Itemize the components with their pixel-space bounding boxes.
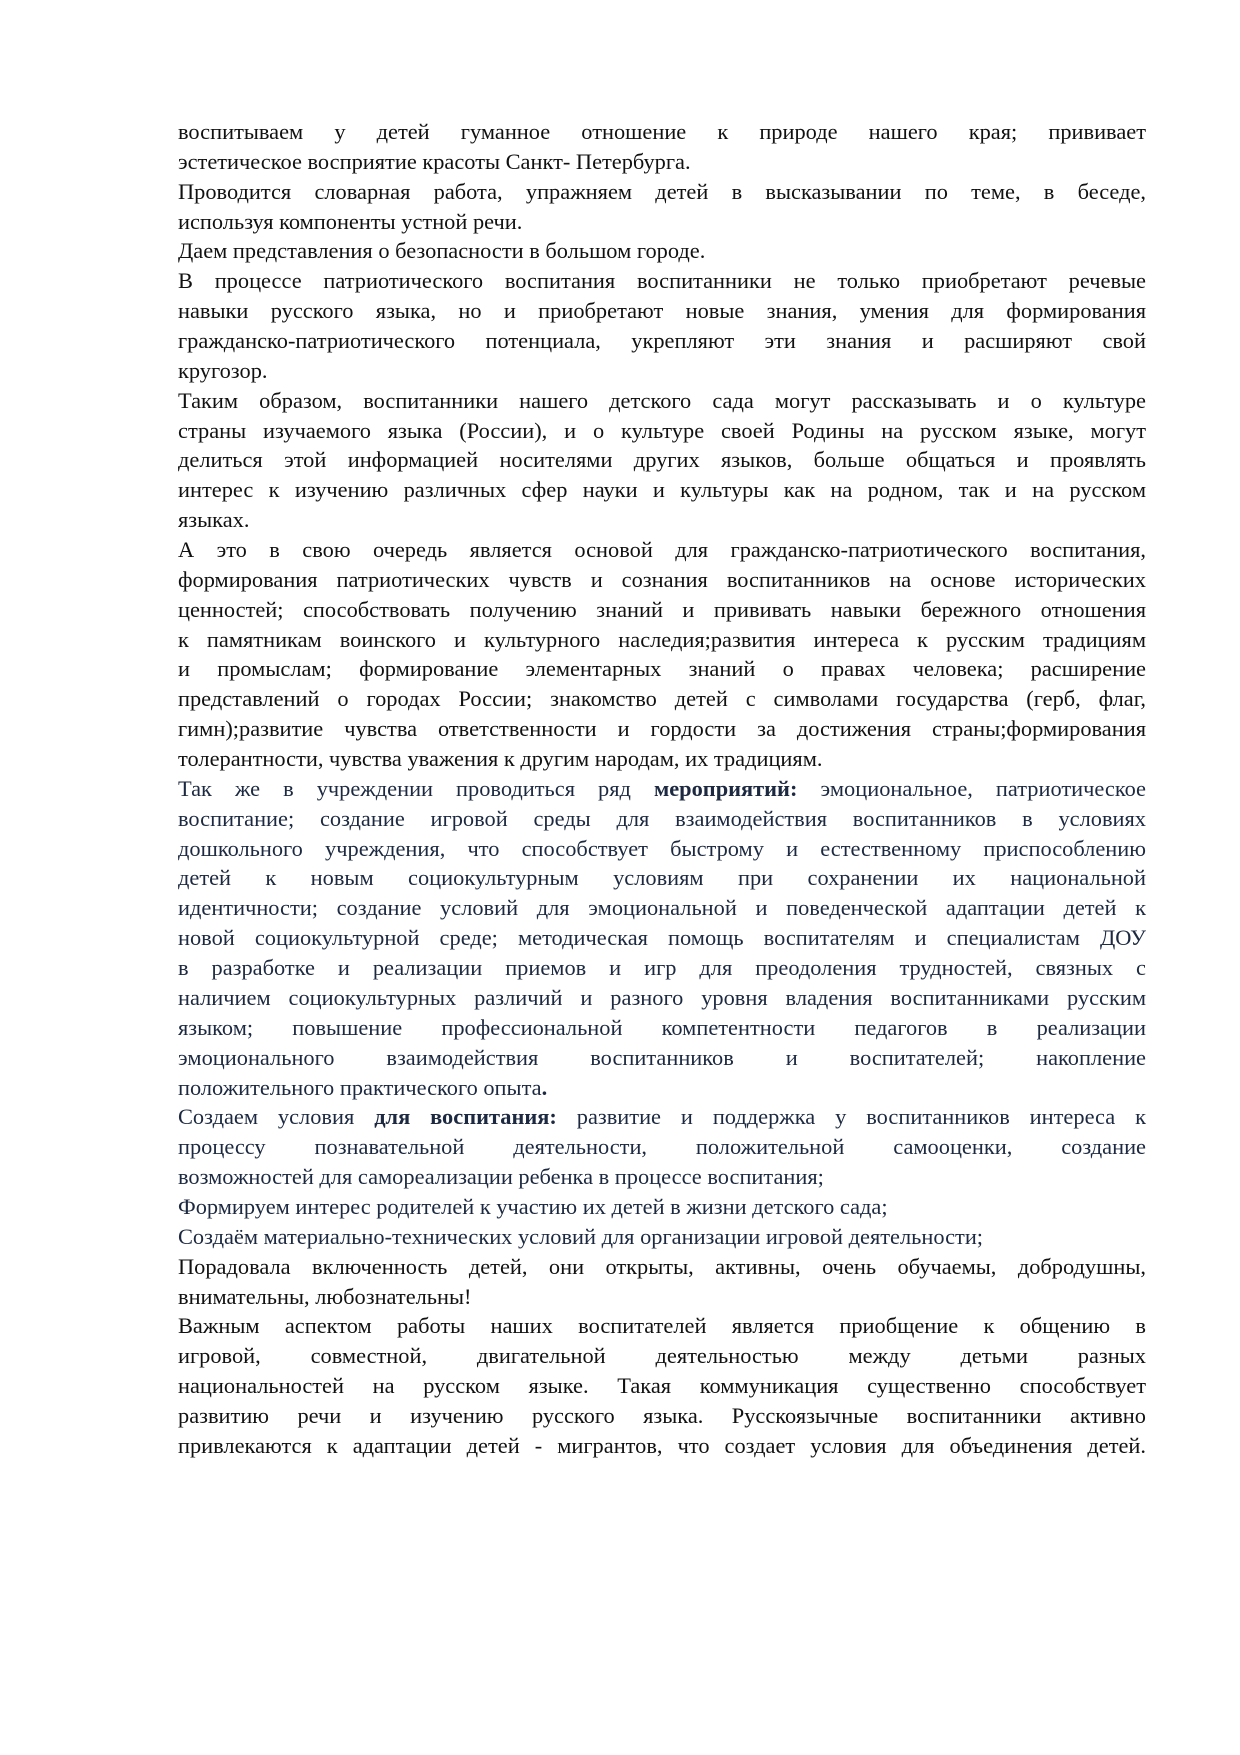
- text-line: [178, 953, 1146, 983]
- text-line: [178, 1401, 1146, 1431]
- paragraph: [178, 535, 1146, 774]
- line-text: Создаем условия: [178, 1104, 375, 1130]
- text-line: [178, 1132, 1146, 1162]
- line-text: Проводится словарная работа, упражняем детей в высказывании по теме, в беседе,: [178, 178, 1146, 204]
- document-body: [178, 117, 1146, 1461]
- line-text: представлений о городах России; знакомство детей с символами государства (герб, флаг,: [178, 686, 1146, 712]
- line-text: детей к новым социокультурным условиям при сохранении их национальной: [178, 865, 1146, 891]
- text-line: [178, 1073, 1146, 1103]
- paragraph: [178, 1192, 1146, 1222]
- line-text: страны изучаемого языка (России), и о культуре своей Родины на русском языке, могут: [178, 417, 1146, 443]
- line-text: в разработке и реализации приемов и игр для преодоления трудностей, связных с: [178, 955, 1146, 981]
- text-line: [178, 1252, 1146, 1282]
- text-line: [178, 207, 1146, 237]
- line-text: развитию речи и изучению русского языка. Русскоязычные воспитанники активно: [178, 1402, 1146, 1428]
- line-text: Создаём материально-технических условий для организации игровой деятельности;: [178, 1223, 984, 1249]
- line-text: ценностей; способствовать получению знаний и прививать навыки бережного отношения: [178, 596, 1146, 622]
- bold-text: мероприятий:: [653, 775, 798, 801]
- line-text: национальностей на русском языке. Такая коммуникация существенно способствует: [178, 1373, 1146, 1399]
- line-text: к памятникам воинского и культурного наследия;развития интереса к русским традициям: [178, 626, 1146, 652]
- paragraph: [178, 117, 1146, 177]
- text-line: [178, 535, 1146, 565]
- text-line: [178, 177, 1146, 207]
- line-text: языком; повышение профессиональной компетентности педагогов в реализации: [178, 1014, 1146, 1040]
- line-text: кругозор.: [178, 357, 268, 383]
- text-line: [178, 416, 1146, 446]
- line-text: положительного практического опыта: [178, 1074, 542, 1100]
- text-line: [178, 296, 1146, 326]
- line-text: идентичности; создание условий для эмоциональной и поведенческой адаптации детей к: [178, 895, 1146, 921]
- text-line: [178, 863, 1146, 893]
- text-line: [178, 565, 1146, 595]
- line-text: Формируем интерес родителей к участию их детей в жизни детского сада;: [178, 1193, 888, 1219]
- line-text: А это в свою очередь является основой для гражданско-патриотического воспитания,: [178, 537, 1146, 563]
- line-text: дошкольного учреждения, что способствует быстрому и естественному приспособлению: [178, 835, 1146, 861]
- line-text: эстетическое восприятие красоты Санкт- Петербурга.: [178, 148, 691, 174]
- text-line: [178, 386, 1146, 416]
- line-text: развитие и поддержка у воспитанников интереса к: [556, 1104, 1147, 1130]
- line-text: толерантности, чувства уважения к другим народам, их традициям.: [178, 746, 823, 772]
- text-line: [178, 1311, 1146, 1341]
- line-text: Таким образом, воспитанники нашего детского сада могут рассказывать и о культуре: [178, 387, 1146, 413]
- text-line: [178, 1192, 1146, 1222]
- text-line: [178, 326, 1146, 356]
- text-line: [178, 117, 1146, 147]
- line-text: Важным аспектом работы наших воспитателей является приобщение к общению в: [178, 1313, 1146, 1339]
- text-line: [178, 1162, 1146, 1192]
- line-text: Так же в учреждении проводиться ряд: [178, 775, 654, 801]
- line-text: формирования патриотических чувств и сознания воспитанников на основе исторических: [178, 566, 1146, 592]
- paragraph: [178, 386, 1146, 535]
- paragraph: [178, 236, 1146, 266]
- text-line: [178, 983, 1146, 1013]
- text-line: [178, 714, 1146, 744]
- text-line: [178, 684, 1146, 714]
- line-text: гимн);развитие чувства ответственности и гордости за достижения страны;формирования: [178, 716, 1146, 742]
- line-text: Даем представления о безопасности в большом городе.: [178, 238, 706, 264]
- line-text: и промыслам; формирование элементарных знаний о правах человека; расширение: [178, 656, 1146, 682]
- text-line: [178, 654, 1146, 684]
- line-text: языках.: [178, 507, 250, 533]
- paragraph: [178, 266, 1146, 385]
- paragraph: [178, 177, 1146, 237]
- text-line: [178, 625, 1146, 655]
- line-text: привлекаются к адаптации детей - мигрантов, что создает условия для объединения детей.: [178, 1432, 1146, 1458]
- paragraph: [178, 774, 1146, 1102]
- text-line: [178, 1341, 1146, 1371]
- text-line: [178, 475, 1146, 505]
- text-line: [178, 595, 1146, 625]
- text-line: [178, 1102, 1146, 1132]
- line-text: гражданско-патриотического потенциала, укрепляют эти знания и расширяют свой: [178, 328, 1146, 354]
- line-text: эмоционального взаимодействия воспитанников и воспитателей; накопление: [178, 1044, 1146, 1070]
- text-line: [178, 505, 1146, 535]
- line-text: используя компоненты устной речи.: [178, 208, 523, 234]
- text-line: [178, 356, 1146, 386]
- text-line: [178, 266, 1146, 296]
- text-line: [178, 804, 1146, 834]
- text-line: [178, 834, 1146, 864]
- line-text: наличием социокультурных различий и разного уровня владения воспитанниками русским: [178, 984, 1146, 1010]
- text-line: [178, 236, 1146, 266]
- line-text: эмоциональное, патриотическое: [797, 775, 1146, 801]
- line-text: новой социокультурной среде; методическая помощь воспитателям и специалистам ДОУ: [178, 925, 1146, 951]
- text-line: [178, 147, 1146, 177]
- bold-text: для воспитания:: [374, 1104, 557, 1130]
- line-text: Порадовала включенность детей, они открыты, активны, очень обучаемы, добродушны,: [178, 1253, 1146, 1279]
- text-line: [178, 1222, 1146, 1252]
- text-line: [178, 893, 1146, 923]
- line-text: внимательны, любознательны!: [178, 1283, 472, 1309]
- text-line: [178, 923, 1146, 953]
- paragraph: [178, 1252, 1146, 1312]
- bold-text: .: [541, 1074, 548, 1100]
- text-line: [178, 1013, 1146, 1043]
- text-line: [178, 774, 1146, 804]
- line-text: В процессе патриотического воспитания воспитанники не только приобретают речевые: [178, 268, 1146, 294]
- paragraph: [178, 1311, 1146, 1460]
- line-text: навыки русского языка, но и приобретают новые знания, умения для формирования: [178, 298, 1146, 324]
- text-line: [178, 1282, 1146, 1312]
- line-text: интерес к изучению различных сфер науки и культуры как на родном, так и на русском: [178, 477, 1146, 503]
- paragraph: [178, 1222, 1146, 1252]
- line-text: возможностей для самореализации ребенка в процессе воспитания;: [178, 1164, 824, 1190]
- text-line: [178, 445, 1146, 475]
- paragraph: [178, 1102, 1146, 1192]
- line-text: игровой, совместной, двигательной деятельностью между детьми разных: [178, 1343, 1146, 1369]
- line-text: воспитание; создание игровой среды для взаимодействия воспитанников в условиях: [178, 805, 1146, 831]
- text-line: [178, 744, 1146, 774]
- line-text: делиться этой информацией носителями других языков, больше общаться и проявлять: [178, 447, 1146, 473]
- line-text: воспитываем у детей гуманное отношение к природе нашего края; прививает: [178, 119, 1146, 144]
- text-line: [178, 1431, 1146, 1461]
- line-text: процессу познавательной деятельности, положительной самооценки, создание: [178, 1134, 1146, 1160]
- text-line: [178, 1371, 1146, 1401]
- text-line: [178, 1043, 1146, 1073]
